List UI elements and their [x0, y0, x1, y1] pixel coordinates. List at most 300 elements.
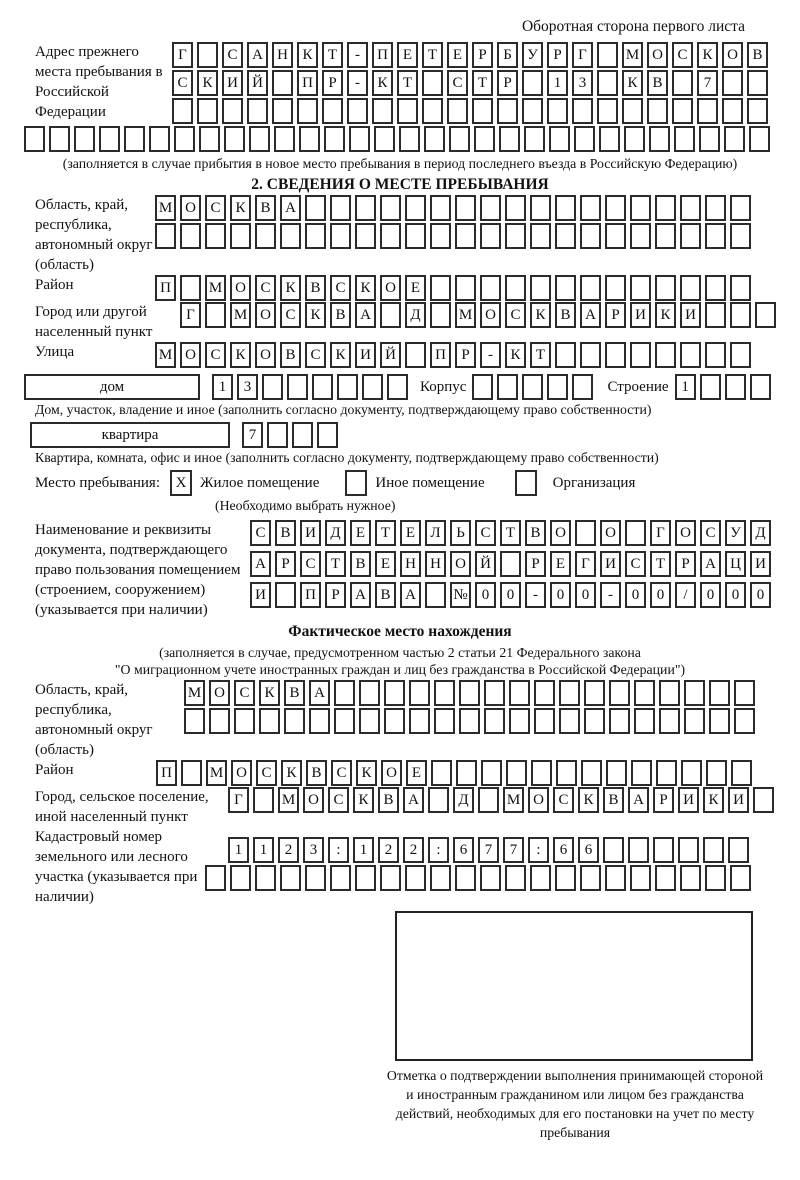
char-cell[interactable]: № [450, 582, 471, 608]
char-cell[interactable]: Д [325, 520, 346, 546]
char-cell[interactable] [230, 865, 251, 891]
char-cell[interactable]: О [231, 760, 252, 786]
char-cell[interactable]: Т [325, 551, 346, 577]
char-cell[interactable] [575, 520, 596, 546]
char-cell[interactable]: И [600, 551, 621, 577]
char-cell[interactable] [731, 760, 752, 786]
char-cell[interactable]: Н [272, 42, 293, 68]
char-cell[interactable]: 0 [500, 582, 521, 608]
char-cell[interactable] [559, 680, 580, 706]
char-cell[interactable] [555, 865, 576, 891]
char-cell[interactable]: М [455, 302, 476, 328]
char-cell[interactable]: О [550, 520, 571, 546]
char-cell[interactable]: С [625, 551, 646, 577]
char-cell[interactable] [472, 98, 493, 124]
char-cell[interactable]: К [353, 787, 374, 813]
char-cell[interactable] [555, 275, 576, 301]
char-cell[interactable] [205, 223, 226, 249]
char-cell[interactable] [478, 787, 499, 813]
char-cell[interactable] [497, 98, 518, 124]
char-cell[interactable] [547, 374, 568, 400]
char-cell[interactable] [262, 374, 283, 400]
char-cell[interactable] [299, 126, 320, 152]
char-cell[interactable]: Й [247, 70, 268, 96]
char-cell[interactable]: 0 [725, 582, 746, 608]
char-cell[interactable]: С [331, 760, 352, 786]
char-cell[interactable]: 0 [625, 582, 646, 608]
char-cell[interactable]: К [622, 70, 643, 96]
char-cell[interactable]: В [378, 787, 399, 813]
char-cell[interactable] [259, 708, 280, 734]
char-cell[interactable]: 2 [403, 837, 424, 863]
char-cell[interactable]: 6 [578, 837, 599, 863]
char-cell[interactable]: Д [405, 302, 426, 328]
char-cell[interactable] [680, 865, 701, 891]
char-cell[interactable] [459, 708, 480, 734]
char-cell[interactable] [684, 680, 705, 706]
char-cell[interactable]: П [430, 342, 451, 368]
char-cell[interactable]: С [700, 520, 721, 546]
char-cell[interactable]: Р [455, 342, 476, 368]
char-cell[interactable] [634, 680, 655, 706]
char-cell[interactable]: 7 [503, 837, 524, 863]
char-cell[interactable] [405, 865, 426, 891]
char-cell[interactable] [380, 302, 401, 328]
char-cell[interactable]: К [578, 787, 599, 813]
char-cell[interactable] [659, 680, 680, 706]
char-cell[interactable] [330, 195, 351, 221]
char-cell[interactable]: В [284, 680, 305, 706]
char-cell[interactable] [530, 865, 551, 891]
char-cell[interactable]: - [525, 582, 546, 608]
char-cell[interactable] [674, 126, 695, 152]
char-cell[interactable]: В [747, 42, 768, 68]
char-cell[interactable]: К [280, 275, 301, 301]
char-cell[interactable]: В [525, 520, 546, 546]
char-cell[interactable]: О [600, 520, 621, 546]
char-cell[interactable]: А [700, 551, 721, 577]
char-cell[interactable]: В [306, 760, 327, 786]
char-cell[interactable] [430, 223, 451, 249]
char-cell[interactable]: С [205, 195, 226, 221]
char-cell[interactable]: О [209, 680, 230, 706]
char-cell[interactable]: А [280, 195, 301, 221]
char-cell[interactable]: О [722, 42, 743, 68]
char-cell[interactable] [647, 98, 668, 124]
char-cell[interactable]: Т [375, 520, 396, 546]
char-cell[interactable]: С [305, 342, 326, 368]
char-cell[interactable]: И [355, 342, 376, 368]
char-cell[interactable] [430, 195, 451, 221]
char-cell[interactable] [580, 865, 601, 891]
char-cell[interactable] [272, 70, 293, 96]
char-cell[interactable] [172, 98, 193, 124]
char-cell[interactable] [199, 126, 220, 152]
char-cell[interactable] [574, 126, 595, 152]
char-cell[interactable] [605, 342, 626, 368]
char-cell[interactable] [430, 865, 451, 891]
char-cell[interactable] [481, 760, 502, 786]
house-box[interactable]: дом [24, 374, 200, 400]
char-cell[interactable]: А [350, 582, 371, 608]
char-cell[interactable] [534, 708, 555, 734]
char-cell[interactable] [309, 708, 330, 734]
char-cell[interactable] [628, 837, 649, 863]
char-cell[interactable]: Т [422, 42, 443, 68]
char-cell[interactable]: Р [275, 551, 296, 577]
char-cell[interactable] [584, 708, 605, 734]
char-cell[interactable] [405, 223, 426, 249]
char-cell[interactable] [728, 837, 749, 863]
char-cell[interactable]: О [180, 195, 201, 221]
char-cell[interactable] [455, 223, 476, 249]
char-cell[interactable] [374, 126, 395, 152]
char-cell[interactable] [730, 275, 751, 301]
char-cell[interactable]: В [647, 70, 668, 96]
char-cell[interactable]: В [305, 275, 326, 301]
char-cell[interactable] [630, 342, 651, 368]
char-cell[interactable] [272, 98, 293, 124]
char-cell[interactable]: 1 [212, 374, 233, 400]
char-cell[interactable]: М [205, 275, 226, 301]
char-cell[interactable] [74, 126, 95, 152]
char-cell[interactable] [505, 195, 526, 221]
char-cell[interactable]: Т [530, 342, 551, 368]
char-cell[interactable] [322, 98, 343, 124]
char-cell[interactable] [274, 126, 295, 152]
char-cell[interactable] [705, 195, 726, 221]
organization-checkbox[interactable] [515, 470, 537, 496]
char-cell[interactable] [355, 223, 376, 249]
char-cell[interactable]: Р [653, 787, 674, 813]
char-cell[interactable] [709, 680, 730, 706]
char-cell[interactable]: А [247, 42, 268, 68]
char-cell[interactable]: Г [228, 787, 249, 813]
char-cell[interactable]: С [553, 787, 574, 813]
char-cell[interactable] [422, 98, 443, 124]
char-cell[interactable] [684, 708, 705, 734]
char-cell[interactable] [359, 680, 380, 706]
char-cell[interactable] [709, 708, 730, 734]
char-cell[interactable]: - [600, 582, 621, 608]
char-cell[interactable] [572, 98, 593, 124]
char-cell[interactable] [747, 98, 768, 124]
apartment-box[interactable]: квартира [30, 422, 230, 448]
char-cell[interactable] [330, 865, 351, 891]
char-cell[interactable] [456, 760, 477, 786]
char-cell[interactable] [655, 195, 676, 221]
char-cell[interactable]: И [728, 787, 749, 813]
char-cell[interactable] [405, 195, 426, 221]
char-cell[interactable] [197, 98, 218, 124]
char-cell[interactable]: К [530, 302, 551, 328]
char-cell[interactable]: С [205, 342, 226, 368]
char-cell[interactable]: С [328, 787, 349, 813]
char-cell[interactable]: Р [325, 582, 346, 608]
char-cell[interactable] [99, 126, 120, 152]
char-cell[interactable] [655, 223, 676, 249]
char-cell[interactable] [680, 342, 701, 368]
char-cell[interactable]: Т [500, 520, 521, 546]
char-cell[interactable]: 0 [550, 582, 571, 608]
char-cell[interactable]: М [155, 195, 176, 221]
char-cell[interactable] [605, 223, 626, 249]
char-cell[interactable] [181, 760, 202, 786]
char-cell[interactable] [699, 126, 720, 152]
char-cell[interactable] [474, 126, 495, 152]
char-cell[interactable] [622, 98, 643, 124]
char-cell[interactable] [734, 708, 755, 734]
char-cell[interactable]: И [300, 520, 321, 546]
char-cell[interactable] [700, 374, 721, 400]
char-cell[interactable]: С [672, 42, 693, 68]
char-cell[interactable] [284, 708, 305, 734]
char-cell[interactable]: М [230, 302, 251, 328]
char-cell[interactable] [555, 223, 576, 249]
char-cell[interactable] [334, 680, 355, 706]
char-cell[interactable]: В [555, 302, 576, 328]
char-cell[interactable] [292, 422, 313, 448]
char-cell[interactable] [580, 342, 601, 368]
char-cell[interactable]: Й [475, 551, 496, 577]
char-cell[interactable] [355, 195, 376, 221]
char-cell[interactable]: Е [375, 551, 396, 577]
char-cell[interactable] [305, 865, 326, 891]
char-cell[interactable] [580, 275, 601, 301]
char-cell[interactable] [255, 865, 276, 891]
char-cell[interactable]: К [372, 70, 393, 96]
char-cell[interactable] [455, 195, 476, 221]
char-cell[interactable] [334, 708, 355, 734]
char-cell[interactable]: Ь [450, 520, 471, 546]
char-cell[interactable] [253, 787, 274, 813]
char-cell[interactable] [534, 680, 555, 706]
char-cell[interactable] [524, 126, 545, 152]
char-cell[interactable] [384, 708, 405, 734]
char-cell[interactable] [753, 787, 774, 813]
char-cell[interactable]: П [300, 582, 321, 608]
char-cell[interactable] [380, 223, 401, 249]
char-cell[interactable] [522, 70, 543, 96]
char-cell[interactable]: И [750, 551, 771, 577]
char-cell[interactable] [609, 680, 630, 706]
char-cell[interactable] [631, 760, 652, 786]
char-cell[interactable] [337, 374, 358, 400]
char-cell[interactable]: И [680, 302, 701, 328]
char-cell[interactable]: - [480, 342, 501, 368]
other-premise-checkbox[interactable] [345, 470, 367, 496]
char-cell[interactable]: О [303, 787, 324, 813]
char-cell[interactable]: И [250, 582, 271, 608]
char-cell[interactable]: 1 [353, 837, 374, 863]
char-cell[interactable]: Р [472, 42, 493, 68]
char-cell[interactable] [430, 302, 451, 328]
char-cell[interactable] [697, 98, 718, 124]
char-cell[interactable]: П [297, 70, 318, 96]
char-cell[interactable] [359, 708, 380, 734]
char-cell[interactable] [597, 70, 618, 96]
char-cell[interactable] [603, 837, 624, 863]
char-cell[interactable] [180, 223, 201, 249]
char-cell[interactable] [649, 126, 670, 152]
char-cell[interactable]: Е [550, 551, 571, 577]
char-cell[interactable]: М [622, 42, 643, 68]
char-cell[interactable] [605, 275, 626, 301]
char-cell[interactable]: 0 [650, 582, 671, 608]
char-cell[interactable] [734, 680, 755, 706]
char-cell[interactable] [547, 98, 568, 124]
char-cell[interactable] [434, 680, 455, 706]
char-cell[interactable]: О [230, 275, 251, 301]
char-cell[interactable] [424, 126, 445, 152]
char-cell[interactable]: Р [605, 302, 626, 328]
char-cell[interactable] [324, 126, 345, 152]
char-cell[interactable] [197, 42, 218, 68]
char-cell[interactable] [422, 70, 443, 96]
char-cell[interactable] [580, 195, 601, 221]
char-cell[interactable]: К [697, 42, 718, 68]
char-cell[interactable] [556, 760, 577, 786]
char-cell[interactable] [630, 223, 651, 249]
char-cell[interactable] [630, 865, 651, 891]
char-cell[interactable] [599, 126, 620, 152]
char-cell[interactable] [555, 342, 576, 368]
char-cell[interactable] [755, 302, 776, 328]
char-cell[interactable]: Т [472, 70, 493, 96]
char-cell[interactable] [531, 760, 552, 786]
char-cell[interactable]: 3 [572, 70, 593, 96]
char-cell[interactable] [430, 275, 451, 301]
char-cell[interactable]: - [347, 70, 368, 96]
char-cell[interactable]: Т [397, 70, 418, 96]
char-cell[interactable] [722, 98, 743, 124]
char-cell[interactable] [530, 223, 551, 249]
char-cell[interactable] [384, 680, 405, 706]
char-cell[interactable] [705, 302, 726, 328]
char-cell[interactable] [431, 760, 452, 786]
char-cell[interactable] [224, 126, 245, 152]
char-cell[interactable]: К [197, 70, 218, 96]
char-cell[interactable]: 7 [478, 837, 499, 863]
char-cell[interactable] [305, 223, 326, 249]
char-cell[interactable]: К [281, 760, 302, 786]
char-cell[interactable] [459, 680, 480, 706]
char-cell[interactable]: О [255, 302, 276, 328]
char-cell[interactable] [703, 837, 724, 863]
char-cell[interactable] [597, 42, 618, 68]
char-cell[interactable] [472, 374, 493, 400]
char-cell[interactable]: Е [397, 42, 418, 68]
char-cell[interactable] [355, 865, 376, 891]
char-cell[interactable] [280, 865, 301, 891]
char-cell[interactable] [655, 865, 676, 891]
char-cell[interactable] [678, 837, 699, 863]
char-cell[interactable]: : [328, 837, 349, 863]
char-cell[interactable]: О [380, 275, 401, 301]
char-cell[interactable] [624, 126, 645, 152]
char-cell[interactable]: Г [180, 302, 201, 328]
char-cell[interactable]: 1 [675, 374, 696, 400]
char-cell[interactable] [730, 223, 751, 249]
char-cell[interactable]: П [156, 760, 177, 786]
char-cell[interactable] [24, 126, 45, 152]
char-cell[interactable]: 0 [475, 582, 496, 608]
char-cell[interactable]: Р [322, 70, 343, 96]
char-cell[interactable]: А [580, 302, 601, 328]
char-cell[interactable]: А [628, 787, 649, 813]
char-cell[interactable] [222, 98, 243, 124]
char-cell[interactable]: : [428, 837, 449, 863]
char-cell[interactable] [305, 195, 326, 221]
char-cell[interactable] [230, 223, 251, 249]
char-cell[interactable] [630, 275, 651, 301]
char-cell[interactable] [434, 708, 455, 734]
char-cell[interactable] [655, 342, 676, 368]
char-cell[interactable]: 0 [575, 582, 596, 608]
char-cell[interactable]: К [259, 680, 280, 706]
char-cell[interactable]: П [372, 42, 393, 68]
char-cell[interactable] [705, 275, 726, 301]
char-cell[interactable] [625, 520, 646, 546]
char-cell[interactable]: Е [406, 760, 427, 786]
char-cell[interactable]: С [250, 520, 271, 546]
char-cell[interactable]: М [206, 760, 227, 786]
char-cell[interactable]: С [330, 275, 351, 301]
char-cell[interactable] [205, 865, 226, 891]
char-cell[interactable] [480, 223, 501, 249]
char-cell[interactable] [730, 302, 751, 328]
char-cell[interactable]: 1 [253, 837, 274, 863]
char-cell[interactable] [372, 98, 393, 124]
char-cell[interactable] [630, 195, 651, 221]
char-cell[interactable] [312, 374, 333, 400]
char-cell[interactable]: 3 [237, 374, 258, 400]
char-cell[interactable]: И [222, 70, 243, 96]
char-cell[interactable]: У [725, 520, 746, 546]
char-cell[interactable]: 2 [278, 837, 299, 863]
char-cell[interactable] [255, 223, 276, 249]
char-cell[interactable]: М [155, 342, 176, 368]
char-cell[interactable]: В [275, 520, 296, 546]
char-cell[interactable] [297, 98, 318, 124]
char-cell[interactable] [530, 195, 551, 221]
char-cell[interactable] [505, 865, 526, 891]
char-cell[interactable] [480, 275, 501, 301]
char-cell[interactable]: 3 [303, 837, 324, 863]
char-cell[interactable]: О [480, 302, 501, 328]
char-cell[interactable] [505, 223, 526, 249]
char-cell[interactable]: О [647, 42, 668, 68]
char-cell[interactable]: 0 [700, 582, 721, 608]
char-cell[interactable]: В [375, 582, 396, 608]
char-cell[interactable] [124, 126, 145, 152]
char-cell[interactable] [317, 422, 338, 448]
char-cell[interactable]: С [255, 275, 276, 301]
char-cell[interactable]: Г [575, 551, 596, 577]
char-cell[interactable] [672, 70, 693, 96]
char-cell[interactable]: Л [425, 520, 446, 546]
char-cell[interactable]: О [381, 760, 402, 786]
char-cell[interactable]: М [503, 787, 524, 813]
char-cell[interactable] [597, 98, 618, 124]
char-cell[interactable] [605, 865, 626, 891]
char-cell[interactable]: С [256, 760, 277, 786]
char-cell[interactable]: А [309, 680, 330, 706]
char-cell[interactable]: 6 [553, 837, 574, 863]
char-cell[interactable] [705, 223, 726, 249]
char-cell[interactable]: 0 [750, 582, 771, 608]
char-cell[interactable]: Е [447, 42, 468, 68]
